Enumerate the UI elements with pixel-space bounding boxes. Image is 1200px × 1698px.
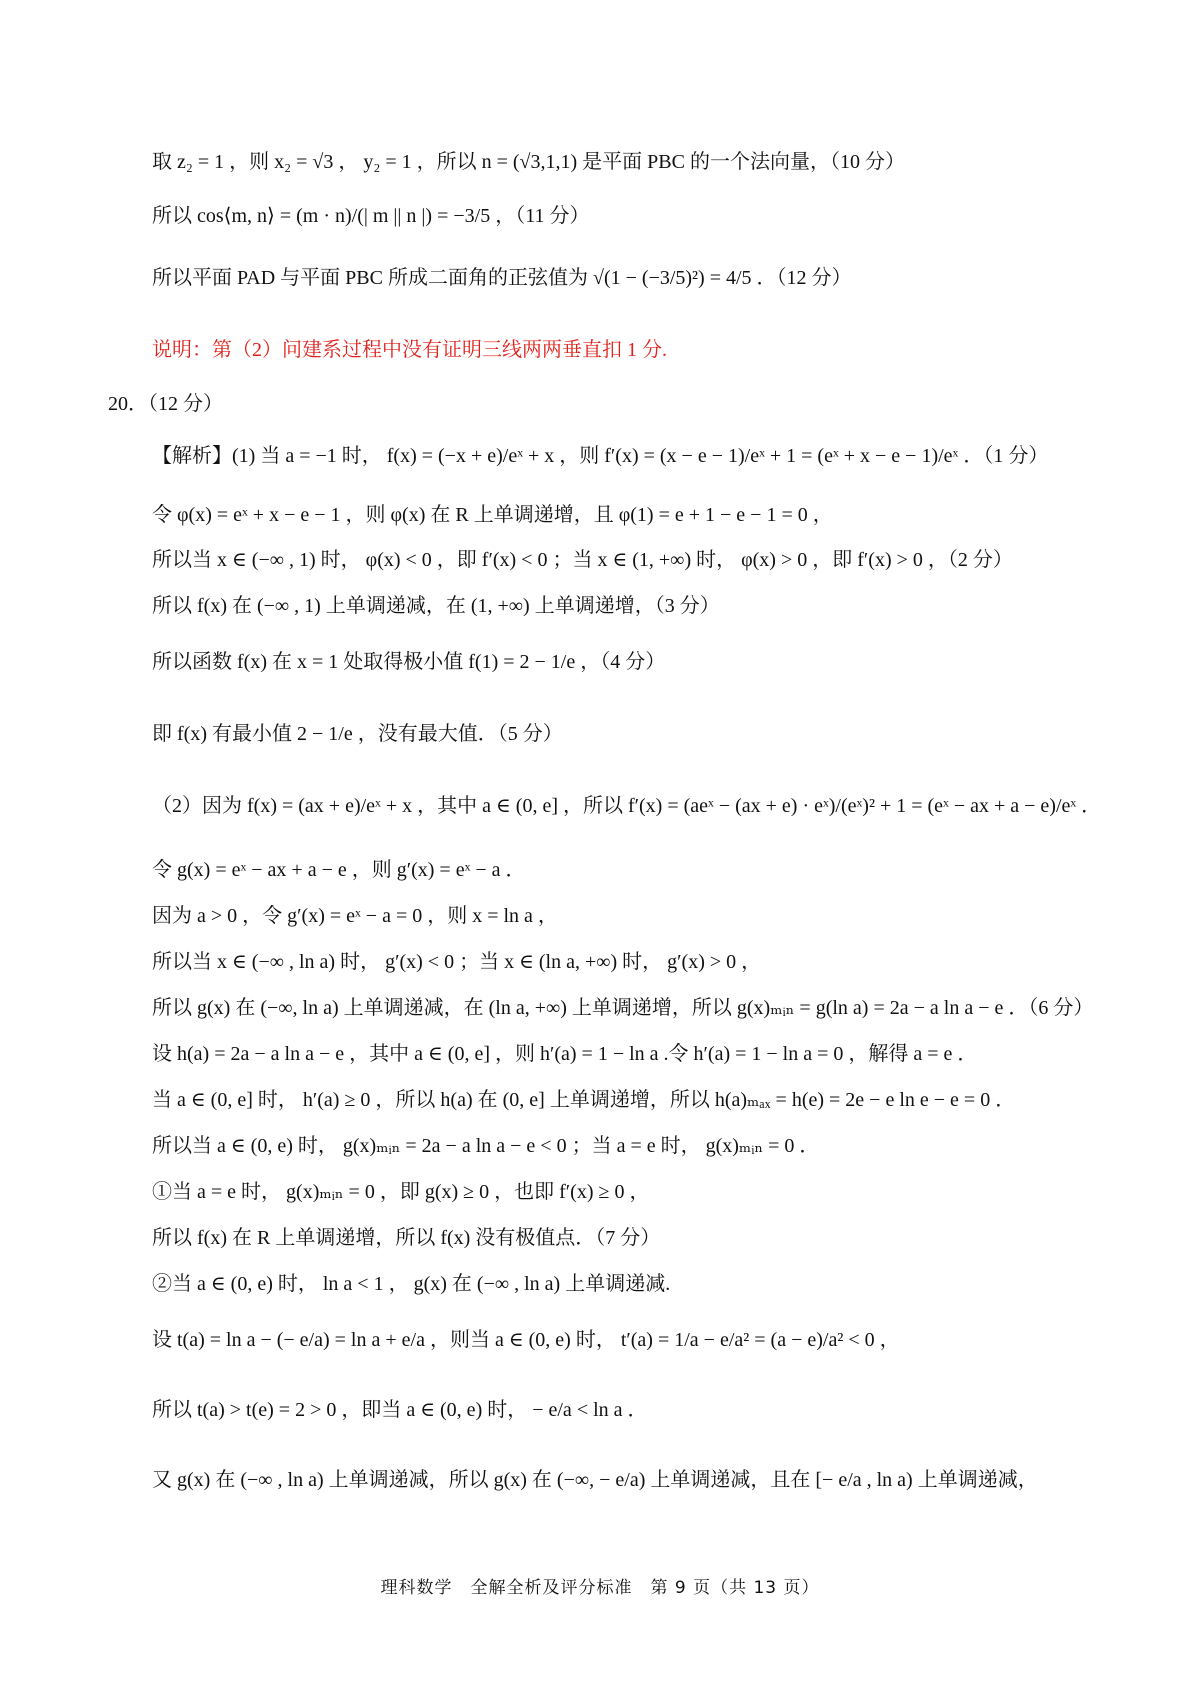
scoring-note: 说明：第（2）问建系过程中没有证明三线两两垂直扣 1 分. (152, 339, 667, 361)
solution-line: 【解析】(1) 当 a = −1 时， f(x) = (−x + e)/eˣ + x ，则 f′(x) = (x − e − 1)/eˣ + 1 = (eˣ + x − e − 1)/eˣ ．（1 分） (152, 445, 1049, 467)
solution-line: 所以 f(x) 在 (−∞ , 1) 上单调递减，在 (1, +∞) 上单调递增，（3 分） (152, 595, 720, 617)
solution-line: 所以 cos⟨m, n⟩ = (m · n)/(| m || n |) = −3/5 ，（11 分） (152, 205, 590, 227)
solution-line: 所以当 x ∈ (−∞ , 1) 时， φ(x) < 0 ，即 f′(x) < 0 ；当 x ∈ (1, +∞) 时， φ(x) > 0 ，即 f′(x) > 0 ，（2 分） (152, 549, 1013, 571)
solution-line: 令 φ(x) = eˣ + x − e − 1 ，则 φ(x) 在 R 上单调递增，且 φ(1) = e + 1 − e − 1 = 0 ， (152, 504, 833, 526)
solution-line: 当 a ∈ (0, e] 时， h′(a) ≥ 0 ，所以 h(a) 在 (0, e] 上单调递增，所以 h(a)ₘₐₓ = h(e) = 2e − e ln e − e = 0 ． (152, 1089, 1016, 1111)
solution-line: 因为 a > 0 ，令 g′(x) = eˣ − a = 0 ，则 x = ln a ， (152, 905, 558, 927)
solution-line: 所以 t(a) > t(e) = 2 > 0 ，即当 a ∈ (0, e) 时， − e/a < ln a ． (152, 1399, 648, 1421)
solution-line: 所以 f(x) 在 R 上单调递增，所以 f(x) 没有极值点．（7 分） (152, 1227, 661, 1249)
solution-line: ①当 a = e 时， g(x)ₘᵢₙ = 0 ，即 g(x) ≥ 0 ，也即 f′(x) ≥ 0 ， (152, 1181, 650, 1203)
solution-line: （2）因为 f(x) = (ax + e)/eˣ + x ，其中 a ∈ (0, e] ，所以 f′(x) = (aeˣ − (ax + e) · eˣ)/(eˣ)² + 1 = (eˣ − ax + a − e)/eˣ ． (152, 795, 1102, 817)
solution-line: 设 t(a) = ln a − (− e/a) = ln a + e/a ，则当 a ∈ (0, e) 时， t′(a) = 1/a − e/a² = (a − e)/a² < 0 ， (152, 1329, 900, 1351)
solution-line: ②当 a ∈ (0, e) 时， ln a < 1 ， g(x) 在 (−∞ , ln a) 上单调递减. (152, 1273, 671, 1295)
solution-line: 所以平面 PAD 与平面 PBC 所成二面角的正弦值为 √(1 − (−3/5)²) = 4/5 ．（12 分） (152, 267, 852, 289)
question-heading: 20．（12 分） (108, 393, 223, 415)
solution-line: 设 h(a) = 2a − a ln a − e ，其中 a ∈ (0, e] ，则 h′(a) = 1 − ln a .令 h′(a) = 1 − ln a = 0 ，解得 a = e ． (152, 1043, 978, 1065)
solution-line: 令 g(x) = eˣ − ax + a − e ，则 g′(x) = eˣ − a ． (152, 859, 526, 881)
page-footer: 理科数学 全解全析及评分标准 第 9 页（共 13 页） (380, 1578, 820, 1598)
solution-line: 又 g(x) 在 (−∞ , ln a) 上单调递减，所以 g(x) 在 (−∞, − e/a) 上单调递减，且在 [− e/a , ln a) 上单调递减， (152, 1469, 1038, 1491)
solution-line: 所以当 a ∈ (0, e) 时， g(x)ₘᵢₙ = 2a − a ln a − e < 0 ；当 a = e 时， g(x)ₘᵢₙ = 0 ． (152, 1135, 820, 1157)
solution-line: 取 z₂ = 1 ，则 x₂ = √3 ， y₂ = 1 ，所以 n = (√3,1,1) 是平面 PBC 的一个法向量，（10 分） (152, 151, 905, 173)
solution-line: 即 f(x) 有最小值 2 − 1/e ，没有最大值．（5 分） (152, 723, 563, 745)
solution-line: 所以函数 f(x) 在 x = 1 处取得极小值 f(1) = 2 − 1/e ，（4 分） (152, 651, 666, 673)
solution-line: 所以 g(x) 在 (−∞, ln a) 上单调递减，在 (ln a, +∞) 上单调递增，所以 g(x)ₘᵢₙ = g(ln a) = 2a − a ln a − e ．（6 分） (152, 997, 1094, 1019)
solution-line: 所以当 x ∈ (−∞ , ln a) 时， g′(x) < 0 ；当 x ∈ (ln a, +∞) 时， g′(x) > 0 ， (152, 951, 762, 973)
